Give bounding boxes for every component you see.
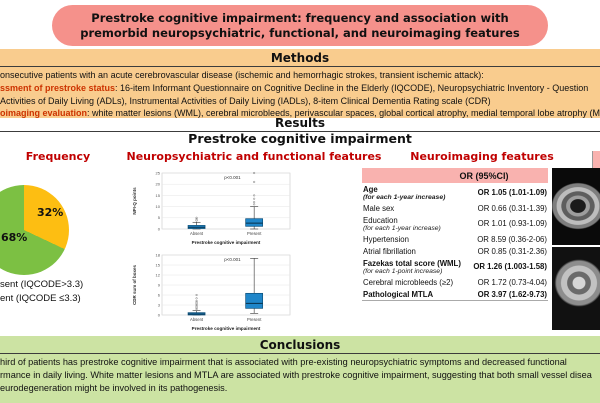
svg-text:15: 15 (155, 192, 160, 198)
table-row-age: Age (for each 1-year increase) OR 1.05 (1.01-1.09) (363, 184, 547, 201)
conclusions-line-2: rmance in daily living. White matter lesions and MTLA are associated with prestroke cognitive impairment, suggesting that both small vessel disea (0, 369, 592, 380)
svg-text:Prestroke cognitive impairment: Prestroke cognitive impairment (191, 240, 261, 245)
methods-heading: Methods (0, 49, 600, 67)
pie-slice-label-68: 68% (1, 231, 28, 244)
pie-legend-absent: ent (IQCODE ≤3.3) (0, 292, 81, 304)
table-row-cerebral-microbleeds: Cerebral microbleeds (≥2) OR 1.72 (0.73-4.04) (363, 277, 547, 287)
svg-text:NPI-Q points: NPI-Q points (132, 187, 137, 215)
npiq-boxplot (128, 166, 300, 246)
pie-legend (0, 278, 83, 305)
svg-text:25: 25 (155, 170, 160, 176)
methods-keyword-neuroimaging-evaluation: oimaging evaluation (0, 108, 88, 119)
title-line-2: premorbid neuropsychiatric, functional, and neuroimaging features (80, 25, 520, 40)
svg-text:Prestroke cognitive impairment: Prestroke cognitive impairment (191, 326, 261, 331)
methods-line-2: ssment of prestroke status: 16-item Informant Questionnaire on Cognitive Decline in the Elderly (IQCODE), Neuropsychiatric Inventory - Question (0, 82, 589, 93)
table-row-education: Education (for each 1-year increase) OR 1.01 (0.93-1.09) (363, 215, 547, 232)
svg-text:0: 0 (157, 312, 160, 318)
title-banner (52, 5, 548, 46)
svg-text:Present: Present (246, 317, 262, 322)
neuroimaging-or-table (362, 168, 548, 301)
pie-chart (0, 185, 69, 275)
methods-keyword-prestroke-status: ssment of prestroke status (0, 82, 116, 93)
table-row-male-sex: Male sex OR 0.66 (0.31-1.39) (363, 203, 547, 213)
pie-legend-present: sent (IQCODE>3.3) (0, 279, 84, 290)
conclusions-heading: Conclusions (0, 336, 600, 354)
mri-coronal-mtla-image (552, 247, 600, 330)
methods-line-3: Activities of Daily Living (ADLs), Instrumental Activities of Daily Living (IADLs), 8-item Clinical Dementia Rating scale (CDR) (0, 95, 491, 106)
svg-text:20: 20 (155, 181, 160, 187)
svg-text:p<0.001: p<0.001 (224, 257, 241, 262)
or-table-header: OR (95%CI) (362, 168, 548, 183)
table-row-pathological-mtla: Pathological MTLA OR 3.97 (1.62-9.73) (363, 289, 547, 299)
svg-text:6: 6 (157, 292, 160, 298)
cropped-right-edge-element (592, 151, 600, 168)
table-row-fazekas-wml: Fazekas total score (WML) (for each 1-point increase) OR 1.26 (1.003-1.58) (363, 258, 547, 275)
frequency-column-heading: Frequency (25, 150, 91, 163)
title-line-1: Prestroke cognitive impairment: frequency and association with (91, 11, 509, 25)
methods-line-1: onsecutive patients with an acute cerebrovascular disease (ischemic and hemorrhagic strokes, transient ischemic attack): (0, 70, 484, 80)
svg-text:Present: Present (246, 231, 262, 236)
svg-text:10: 10 (155, 204, 160, 209)
svg-text:0: 0 (157, 226, 160, 232)
conclusions-section (0, 336, 600, 403)
svg-text:9: 9 (157, 282, 160, 288)
neuropsychiatric-functional-column-heading: Neuropsychiatric and functional features (126, 150, 382, 163)
neuroimaging-column-heading: Neuroimaging features (410, 150, 554, 163)
conclusions-line-3: eurodegeneration might be involved in its pathogenesis. (0, 382, 228, 393)
mri-axial-wml-image (552, 168, 600, 245)
prestroke-cognitive-impairment-heading: Prestroke cognitive impairment (188, 131, 412, 146)
table-row-atrial-fibrillation: Atrial fibrillation OR 0.85 (0.31-2.36) (363, 246, 547, 256)
methods-section (0, 49, 600, 118)
svg-text:5: 5 (157, 215, 160, 221)
svg-text:15: 15 (155, 262, 160, 268)
results-heading: Results (0, 116, 600, 132)
methods-line-4: oimaging evaluation: white matter lesions (WML), cerebral microbleeds, perivascular spaces, global cortical atrophy, medial temporal lobe atrophy (M (0, 108, 600, 119)
svg-text:Absent: Absent (190, 231, 204, 236)
table-row-hypertension: Hypertension OR 8.59 (0.36-2-06) (363, 234, 547, 244)
svg-text:18: 18 (155, 252, 160, 258)
cdr-boxplot (128, 248, 300, 332)
svg-text:Absent: Absent (190, 317, 204, 322)
conclusions-line-1: hird of patients has prestroke cognitive impairment that is associated with pre-existing neuropsychiatric symptoms and decreased functional (0, 357, 567, 367)
svg-text:p<0.001: p<0.001 (224, 175, 241, 180)
svg-text:CDR sum of boxes: CDR sum of boxes (132, 264, 137, 306)
pie-slice-label-32: 32% (37, 206, 64, 219)
svg-text:3: 3 (157, 302, 160, 308)
svg-text:12: 12 (155, 272, 160, 278)
